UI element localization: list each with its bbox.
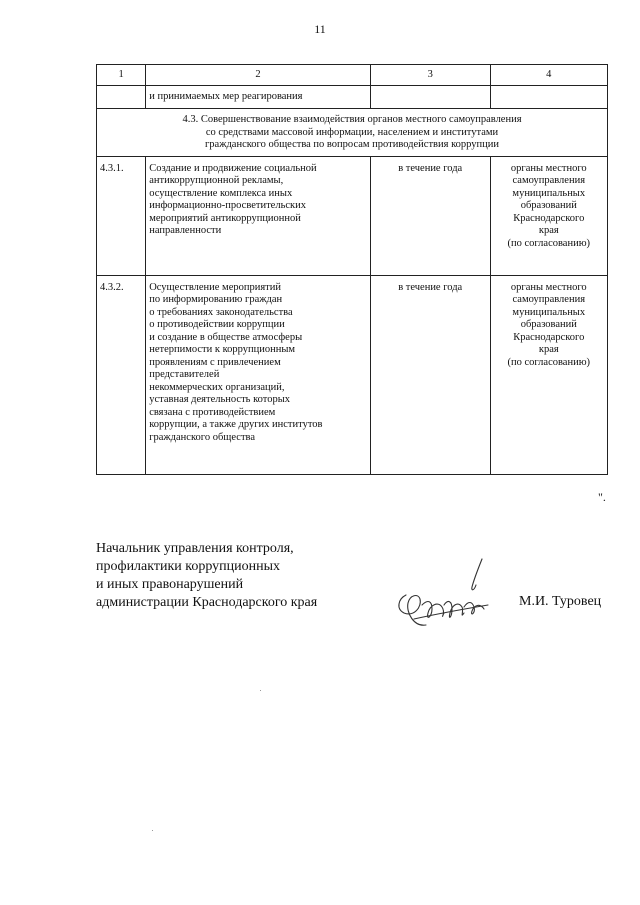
row-number: 4.3.1. (97, 156, 146, 275)
table-row (97, 156, 608, 275)
table-header-row (97, 65, 608, 86)
row-executor (490, 275, 607, 474)
closing-quote-mark: ". (598, 490, 606, 504)
row-text-line: и создание в обществе атмосферы (149, 331, 303, 343)
cont-text: и принимаемых мер реагирования (146, 86, 371, 109)
section-title (97, 109, 608, 157)
row-executor-line: образований (520, 319, 577, 330)
row-text-line: представителей (149, 369, 220, 380)
cont-number (97, 86, 146, 109)
row-text-line: нетерпимости к коррупционным (149, 344, 296, 355)
row-text-line: Создание и продвижение социальной (149, 162, 317, 174)
header-col-3: 3 (370, 65, 490, 86)
scan-speck (260, 690, 261, 691)
row-executor-line: органы местного (510, 162, 587, 174)
row-executor-line: образований (520, 200, 577, 211)
row-text-line: направленности (149, 225, 222, 236)
header-col-2: 2 (146, 65, 371, 86)
row-text-line: информационно-просветительских (149, 200, 307, 211)
handwritten-signature (392, 555, 500, 635)
signatory-name: М.И. Туровец (519, 594, 602, 609)
row-text-line: уставная деятельность которых (149, 394, 291, 405)
row-executor-line: (по согласованию) (507, 356, 591, 368)
row-text-line: Осуществление мероприятий (149, 281, 282, 293)
page-number: 11 (314, 22, 326, 36)
row-executor (490, 156, 607, 275)
row-text-line: связана с противодействием (149, 406, 276, 418)
section-title-line: со средствами массовой информации, населением и институтами (205, 126, 499, 138)
section-title-line: 4.3. Совершенствование взаимодействия органов местного самоуправления (182, 114, 522, 125)
section-row (97, 109, 608, 157)
row-text-line: по информированию граждан (149, 294, 283, 305)
row-text-line: проявлениям с привлечением (149, 356, 281, 368)
cont-period (370, 86, 490, 109)
row-text-line: мероприятий антикоррупционной (149, 212, 301, 224)
row-executor-line: самоуправления (512, 294, 586, 305)
row-executor-line: края (538, 344, 559, 355)
signatory-position-line: Начальник управления контроля, (96, 541, 294, 556)
continuation-row (97, 86, 608, 109)
row-executor-line: Краснодарского (513, 331, 585, 343)
signatory-position-line: и иных правонарушений (96, 577, 244, 592)
signatory-position (96, 540, 317, 612)
row-period: в течение года (370, 275, 490, 474)
row-executor-line: муниципальных (512, 187, 586, 199)
row-executor-line: муниципальных (512, 306, 586, 318)
table-row (97, 275, 608, 474)
row-text-line: коррупции, а также других институтов (149, 419, 323, 430)
row-executor-line: (по согласованию) (507, 237, 591, 249)
row-number: 4.3.2. (97, 275, 146, 474)
row-text-line: о требованиях законодательства (149, 306, 293, 318)
row-text-line: гражданского общества (149, 431, 256, 443)
header-col-1: 1 (97, 65, 146, 86)
row-text-line: некоммерческих организаций, (149, 381, 285, 393)
header-col-4: 4 (490, 65, 607, 86)
row-text-line: антикоррупционной рекламы, (149, 175, 284, 186)
row-text (146, 156, 371, 275)
row-executor-line: Краснодарского (513, 212, 585, 224)
signatory-position-line: профилактики коррупционных (96, 559, 281, 574)
row-text (146, 275, 371, 474)
row-executor-line: самоуправления (512, 175, 586, 186)
signatory-position-line: администрации Краснодарского края (96, 595, 318, 610)
scan-speck (152, 830, 153, 831)
measures-table (96, 64, 608, 475)
row-period: в течение года (370, 156, 490, 275)
section-title-line: гражданского общества по вопросам противодействия коррупции (204, 139, 499, 150)
cont-executor (490, 86, 607, 109)
row-text-line: о противодействии коррупции (149, 319, 285, 330)
row-executor-line: органы местного (510, 281, 587, 293)
row-executor-line: края (538, 225, 559, 236)
row-text-line: осуществление комплекса иных (149, 187, 293, 199)
